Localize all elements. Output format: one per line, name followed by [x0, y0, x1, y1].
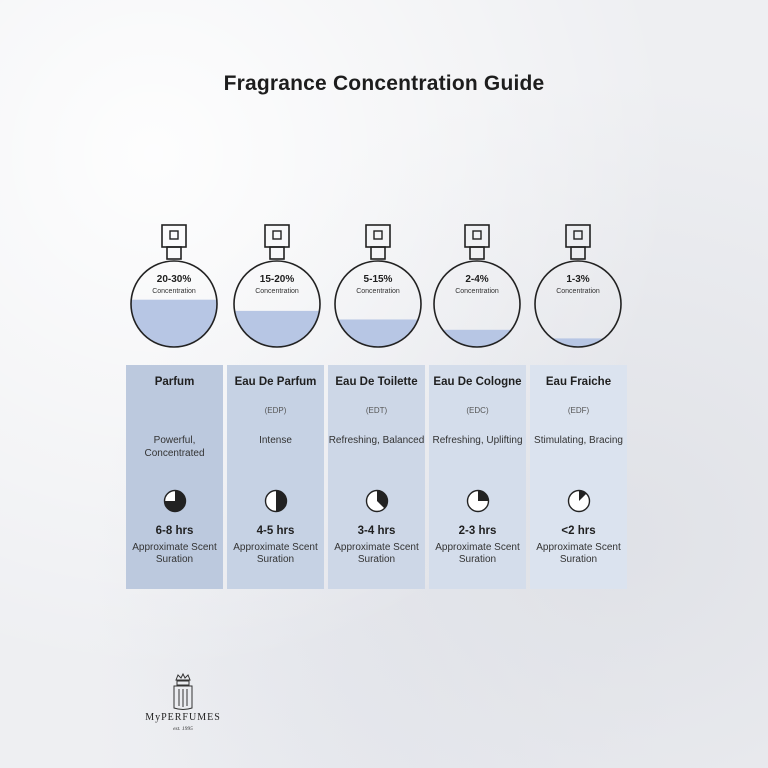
- type-abbreviation: (EDC): [466, 406, 489, 415]
- perfume-bottle-icon: [431, 224, 523, 350]
- duration-label: Approximate Scent Suration: [132, 542, 217, 565]
- perfume-bottle-icon: [128, 224, 220, 350]
- bottle-liquid: [532, 338, 624, 347]
- duration-hours: 3-4 hrs: [357, 525, 396, 537]
- column-eau-de-cologne: [429, 365, 526, 589]
- clock-icon: [264, 489, 288, 513]
- type-abbreviation: (EDT): [365, 406, 388, 415]
- perfume-bottle-icon: [231, 224, 323, 350]
- bottle-eau-de-parfum: [231, 224, 323, 350]
- clock-icon: [466, 489, 490, 513]
- bottle-concentration: 15-20%: [259, 274, 295, 285]
- bottle-liquid: [128, 300, 220, 347]
- duration-label: Approximate Scent Suration: [435, 542, 520, 565]
- bottle-outline: [571, 247, 585, 259]
- column-parfum: [126, 365, 223, 589]
- bottle-outline: [366, 225, 390, 247]
- bottle-outline: [167, 247, 181, 259]
- bottle-concentration-label: Concentration: [455, 288, 499, 295]
- bottle-outline: [566, 225, 590, 247]
- type-name: Eau De Parfum: [234, 376, 317, 388]
- crown-bottle-icon: [143, 672, 223, 712]
- clock-duration-wedge: [478, 491, 489, 502]
- bottle-concentration-label: Concentration: [255, 288, 299, 295]
- bottle-concentration-label: Concentration: [356, 288, 400, 295]
- bottle-concentration-label: Concentration: [556, 288, 600, 295]
- bottle-outline: [470, 247, 484, 259]
- duration-hours: 6-8 hrs: [155, 525, 194, 537]
- bottle-concentration: 5-15%: [363, 274, 393, 285]
- clock-icon: [567, 489, 591, 513]
- type-abbreviation: (EDP): [264, 406, 287, 415]
- column-eau-de-parfum: [227, 365, 324, 589]
- duration-label: Approximate Scent Suration: [233, 542, 318, 565]
- bottle-concentration-label: Concentration: [152, 288, 196, 295]
- bottle-eau-de-toilette: [332, 224, 424, 350]
- type-name: Eau Fraiche: [545, 376, 612, 388]
- duration-label: Approximate Scent Suration: [334, 542, 419, 565]
- brand-logo: [143, 672, 223, 742]
- bottle-outline: [270, 247, 284, 259]
- type-abbreviation: (EDF): [567, 406, 590, 415]
- duration-label: Approximate Scent Suration: [536, 542, 621, 565]
- type-name: Parfum: [154, 376, 195, 388]
- brand-established: est. 1995: [173, 726, 193, 732]
- bottle-parfum: [128, 224, 220, 350]
- clock-icon: [365, 489, 389, 513]
- bottle-concentration: 1-3%: [566, 274, 590, 285]
- bottle-outline: [265, 225, 289, 247]
- page-title: Fragrance Concentration Guide: [223, 72, 545, 95]
- perfume-bottle-icon: [332, 224, 424, 350]
- column-eau-fraiche: [530, 365, 627, 589]
- bottle-outline: [374, 231, 382, 239]
- bottle-outline: [170, 231, 178, 239]
- type-name: Eau De Cologne: [433, 376, 522, 388]
- type-description: Stimulating, Bracing: [534, 435, 623, 446]
- duration-hours: 2-3 hrs: [458, 525, 497, 537]
- bottle-concentration: 2-4%: [465, 274, 489, 285]
- bottle-eau-fraiche: [532, 224, 624, 350]
- bottle-outline: [273, 231, 281, 239]
- duration-hours: 4-5 hrs: [256, 525, 295, 537]
- bottle-outline: [473, 231, 481, 239]
- bottle-eau-de-cologne: [431, 224, 523, 350]
- brand-name: MyPERFUMES: [145, 712, 221, 723]
- type-name: Eau De Toilette: [335, 376, 418, 388]
- bottle-outline: [465, 225, 489, 247]
- bottle-outline: [371, 247, 385, 259]
- bottle-liquid: [231, 311, 323, 347]
- column-eau-de-toilette: [328, 365, 425, 589]
- clock-duration-wedge: [276, 491, 286, 512]
- type-description: Intense: [259, 435, 292, 446]
- bottle-outline: [162, 225, 186, 247]
- type-description: Refreshing, Uplifting: [432, 435, 523, 446]
- type-description: Refreshing, Balanced: [328, 435, 425, 446]
- perfume-bottle-icon: [532, 224, 624, 350]
- bottle-outline: [574, 231, 582, 239]
- bottle-concentration: 20-30%: [156, 274, 192, 285]
- type-description: Powerful, Concentrated: [144, 435, 205, 459]
- duration-hours: <2 hrs: [561, 525, 596, 537]
- clock-icon: [163, 489, 187, 513]
